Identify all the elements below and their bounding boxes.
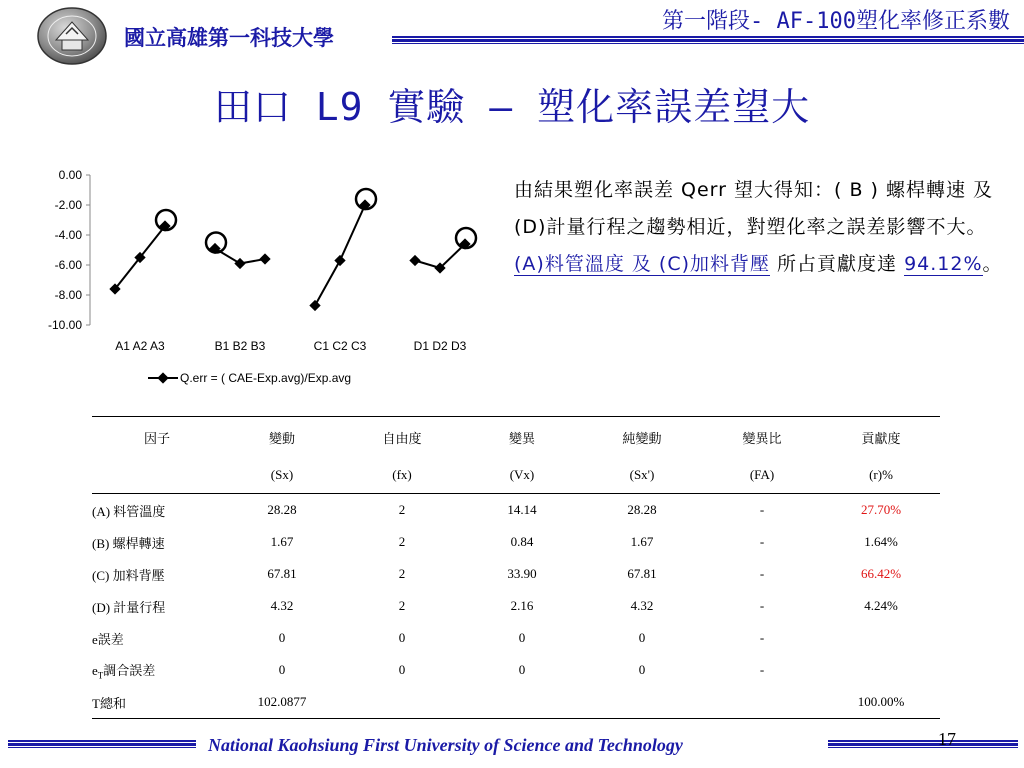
table-cell: 0 [398,662,406,677]
table-cell: (C) 加料背壓 [92,567,165,583]
column-unit: (Vx) [462,457,582,494]
school-name: 國立高雄第一科技大學 [124,26,334,50]
data-point-c1 [309,300,320,311]
footer-rule-left [8,740,196,748]
table-body [92,494,940,719]
table-header-row [92,417,940,458]
highlight-percentage: 94.12% [904,253,983,275]
table-cell: 2 [398,598,406,613]
x-group-label: D1 D2 D3 [413,339,467,353]
table-cell: - [759,534,765,549]
table-cell: 0 [278,662,286,677]
table-cell [822,622,940,654]
table-cell: 1.64% [864,534,898,549]
table-cell: (D) 計量行程 [92,599,166,615]
plot-points [109,189,476,311]
x-axis-labels [115,339,466,353]
table-cell: - [759,630,765,645]
table-cell: 0 [518,662,526,677]
x-group-label: C1 C2 C3 [313,339,367,353]
table-cell: 67.81 [267,566,297,581]
table-cell: 100.00% [822,686,940,719]
y-tick-label: 0.00 [58,168,82,182]
anova-table [92,416,940,719]
data-point-b3 [259,253,270,264]
column-header: 自由度 [342,417,462,458]
table-cell: - [759,662,765,677]
y-tick-label: -4.00 [54,228,82,242]
legend-label: Q.err = ( CAE-Exp.avg)/Exp.avg [180,371,352,385]
chart-legend [148,371,351,385]
table-cell: T總和 [92,686,222,719]
table-cell [822,654,940,686]
header-subtitle: 第一階段- AF-100塑化率修正系數 [662,9,1010,34]
page-number: 17 [938,729,956,749]
table-cell [342,686,462,719]
y-tick-label: -8.00 [54,288,82,302]
table-cell: - [759,598,765,613]
table-cell: 2 [398,566,406,581]
legend-marker [157,372,168,383]
table-cell: 67.81 [627,566,657,581]
university-logo [36,6,108,66]
table-cell: 0 [278,630,286,645]
column-unit: (fx) [342,457,462,494]
table-cell: - [759,502,765,517]
highlight-factors: (A)料管溫度 及 (C)加料背壓 [514,253,770,275]
table-cell: 14.14 [507,502,537,517]
table-row [92,558,940,590]
table-cell: e誤差 [92,631,124,647]
table-cell: 0 [518,630,526,645]
table-row [92,622,940,654]
table-cell [582,686,702,719]
footer-rule-right [828,740,1018,748]
table-row [92,686,940,719]
x-group-label: A1 A2 A3 [115,339,165,353]
plot-lines [115,205,465,306]
data-point-c2 [334,255,345,266]
table-cell: 2 [398,534,406,549]
table-cell: 1.67 [270,534,294,549]
table-cell: 4.32 [630,598,654,613]
description-text-3: 。 [982,253,1003,275]
table-cell: 28.28 [267,502,297,517]
table-row [92,590,940,622]
table-row [92,654,940,686]
column-header: 純變動 [582,417,702,458]
qerr-line-chart [20,160,490,390]
column-unit: (FA) [702,457,822,494]
column-header: 貢獻度 [822,417,940,458]
table-cell: 1.67 [630,534,654,549]
column-header: 變異 [462,417,582,458]
table-cell: 28.28 [627,502,657,517]
table-cell: 0 [638,630,646,645]
y-tick-label: -6.00 [54,258,82,272]
header-rule [392,36,1024,44]
table-cell: $e_T$調合誤差 [92,662,156,681]
data-point-d1 [409,255,420,266]
table-cell: 0 [638,662,646,677]
table-cell: 33.90 [507,566,537,581]
table-unit-row [92,457,940,494]
table-cell: 66.42% [860,566,902,581]
column-unit [92,457,222,494]
table-cell [702,686,822,719]
table-cell: 0 [398,630,406,645]
column-unit: (Sx) [222,457,342,494]
table-cell: 0.84 [510,534,534,549]
table-cell: (B) 螺桿轉速 [92,535,165,551]
result-description [514,172,1010,283]
table-cell [462,686,582,719]
table-cell: (A) 料管溫度 [92,503,166,519]
table-cell: - [759,566,765,581]
y-tick-label: -2.00 [54,198,82,212]
column-unit: (r)% [822,457,940,494]
table-cell: 4.32 [270,598,294,613]
y-axis [48,168,90,332]
data-point-b2 [234,258,245,269]
column-header: 因子 [92,417,222,458]
footer-university-name: National Kaohsiung First University of Science and Technology [208,735,683,755]
table-cell: 102.0877 [222,686,342,719]
table-cell: 2.16 [510,598,534,613]
table-cell: 2 [398,502,406,517]
column-unit: (Sx') [582,457,702,494]
table-cell: 4.24% [864,598,898,613]
x-group-label: B1 B2 B3 [214,339,266,353]
description-text-1: 由結果塑化率誤差 Qerr 望大得知：( B ) 螺桿轉速 及 (D)計量行程之趨勢相近，對塑化率之誤差影響不大。 [514,179,994,238]
column-header: 變異比 [702,417,822,458]
description-text-2: 所占貢獻度達 [770,253,905,275]
table-row [92,494,940,527]
column-header: 變動 [222,417,342,458]
y-tick-label: -10.00 [47,318,82,332]
table-row [92,526,940,558]
table-cell: 27.70% [860,502,902,517]
slide-title: 田口 L9 實驗 – 塑化率誤差望大 [213,85,811,129]
